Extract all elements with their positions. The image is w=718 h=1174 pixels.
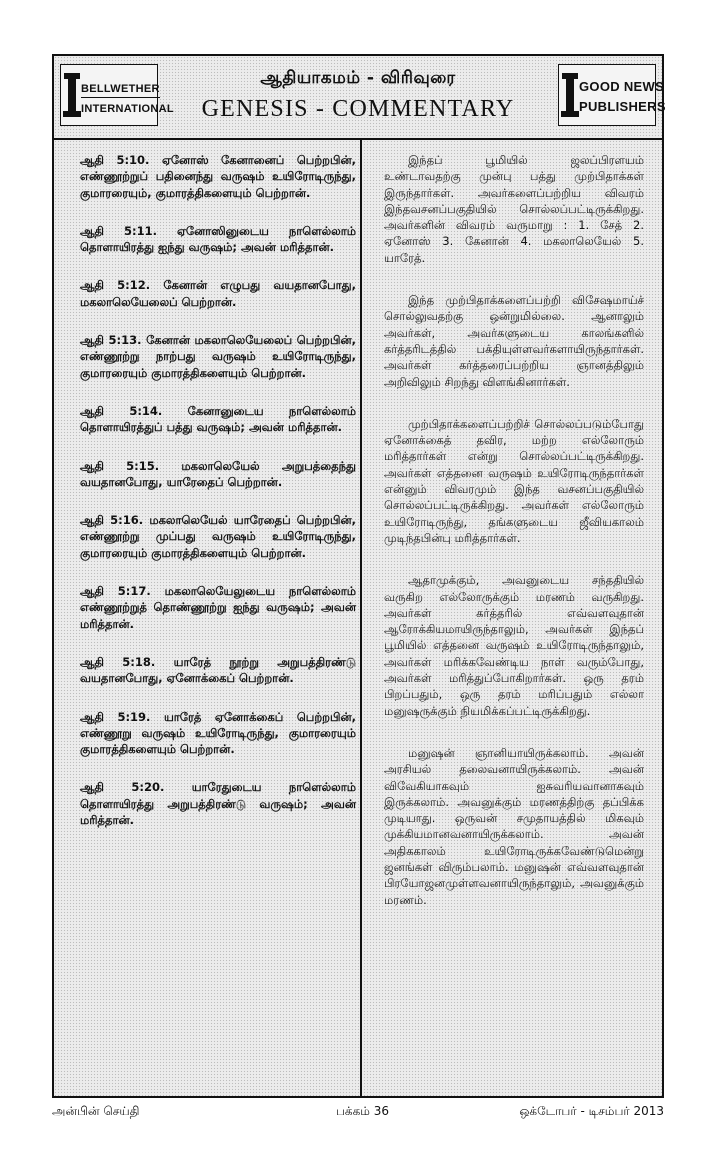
verse-ref: ஆதி 5:13.: [80, 333, 142, 348]
verse: [80, 152, 356, 201]
title-english: GENESIS - COMMENTARY: [201, 96, 515, 122]
commentary-column: [384, 152, 644, 1086]
title-tamil: ஆதியாகமம் - விரிவுரை: [260, 68, 456, 88]
verse-text: ஏனோஸினுடைய நாளெல்லாம் தொளாயிரத்து ஐந்து வருஷம்; அவன் மரித்தான்.: [80, 223, 356, 255]
commentary-paragraph: இந்தப் பூமியில் ஜலப்பிரளயம் உண்டாவதற்கு முன்பு பத்து முற்பிதாக்கள் இருந்தார்கள். அவர்களைப்பற்றிய விவரம் இந்தவசனப்பகுதியில் சொல்லப்பட்டிருக்கிறது. அவர்களின் விவரம் வருமாறு : 1. சேத் 2. ஏனோஸ் 3. கேனான் 4. மகலாலெயேல் 5. யாரேத்.: [384, 153, 644, 265]
verse: [80, 277, 356, 310]
verse: [80, 223, 356, 256]
logo-right-line1: GOOD NEWS: [579, 79, 665, 94]
commentary-paragraph: முற்பிதாக்களைப்பற்றிச் சொல்லப்படும்போது ஏனோக்கைத் தவிர, மற்ற எல்லோரும் மரித்தார்கள் என்று சொல்லப்பட்டிருக்கிறது. அவர்கள் எத்தனை வருஷம் உயிரோடிருந்தார்கள் என்னும் விவரமும் இந்த வசனப்பகுதியில் சொல்லப்பட்டிருக்கிறது. அவர்கள் எல்லோரும் உயிரோடிருந்து, தங்களுடைய ஜீவியகாலம் முடிந்தபின்பு மரித்தார்கள்.: [384, 416, 644, 545]
bellwether-logo: [60, 64, 174, 126]
verse: [80, 779, 356, 828]
page-header: [54, 56, 666, 140]
verse: [80, 403, 356, 436]
verse: [80, 332, 356, 381]
verse-text: மகலாலெயேலுடைய நாளெல்லாம் எண்ணூற்றுத் தொண்ணூற்று ஐந்து வருஷம்; அவன் மரித்தான்.: [80, 584, 356, 631]
verse: [80, 654, 356, 687]
logo-right-line2: PUBLISHERS: [579, 99, 666, 114]
verse-ref: ஆதி 5:20.: [80, 780, 165, 795]
footer-page-number: பக்கம் 36: [336, 1104, 390, 1118]
header-title: [166, 64, 550, 126]
column-divider: [360, 140, 362, 1096]
page-frame: [52, 54, 664, 1098]
verse-ref: ஆதி 5:12.: [80, 278, 151, 293]
verse-text: ஏனோஸ் கேனானைப் பெற்றபின், எண்ணூற்றுப் பதினைந்து வருஷம் உயிரோடிருந்து, குமாரரையும், குமாரத்திகளையும் பெற்றான்.: [80, 153, 356, 200]
footer-issue-date: ஒக்டோபர் - டிசம்பர் 2013: [519, 1104, 664, 1118]
logo-left-line1: BELLWETHER: [81, 83, 160, 98]
verse-ref: ஆதி 5:17.: [80, 584, 151, 599]
verse: [80, 512, 356, 561]
tower-icon: [566, 73, 574, 117]
verse-text: யாரேத் ஏனோக்கைப் பெற்றபின், எண்ணூறு வருஷம் உயிரோடிருந்து, குமாரரையும் குமாரத்திகளையும் பெற்றான்.: [80, 709, 356, 757]
verse-ref: ஆதி 5:14.: [80, 403, 163, 418]
verse-ref: ஆதி 5:15.: [80, 458, 160, 473]
verse-ref: ஆதி 5:11.: [80, 223, 157, 238]
commentary-paragraph: மனுஷன் ஞானியாயிருக்கலாம். அவன் அரசியல் தலைவனாயிருக்கலாம். அவன் விவேகியாகவும் ஐசுவரியவானாகவும் இருக்கலாம். அவனுக்கும் மரணத்திற்கு தப்பிக்க முடியாது. ஒருவன் சமுதாயத்தில் மிகவும் முக்கியமானவனாயிருக்கலாம். அவன் அதிககாலம் உயிரோடிருக்கவேண்டுமென்று ஜனங்கள் விரும்பலாம். மனுஷன் எவ்வளவுதான் பிரயோஜனமுள்ளவனாயிருந்தாலும், அவனுக்கும் மரணம்.: [384, 745, 644, 907]
verse-text: கேனான் எழுபது வயதானபோது, மகலாலெயேலைப் பெற்றான்.: [80, 278, 356, 309]
verse: [80, 709, 356, 758]
verse-text: கேனானுடைய நாளெல்லாம் தொளாயிரத்துப் பத்து வருஷம்; அவன் மரித்தான்.: [80, 403, 356, 435]
verse-ref: ஆதி 5:18.: [80, 654, 156, 669]
tower-icon: [68, 73, 76, 117]
verse-text: மகலாலெயேல் யாரேதைப் பெற்றபின், எண்ணூற்று முப்பது வருஷம் உயிரோடிருந்து, குமாரரையும் குமாரத்திகளையும் பெற்றான்.: [80, 513, 356, 560]
verse-text: யாரேத் நூற்று அறுபத்திரண்டு வயதானபோது, ஏனோக்கைப் பெற்றான்.: [80, 654, 356, 686]
footer-publication: அன்பின் செய்தி: [52, 1104, 140, 1118]
verse: [80, 583, 356, 632]
logo-left-line2: INTERNATIONAL: [81, 103, 174, 115]
verse-text: மகலாலெயேல் அறுபத்தைந்து வயதானபோது, யாரேதைப் பெற்றான்.: [80, 458, 356, 489]
verse-ref: ஆதி 5:16.: [80, 513, 144, 528]
verse-text: கேனான் மகலாலெயேலைப் பெற்றபின், எண்ணூற்று நாற்பது வருஷம் உயிரோடிருந்து, குமாரரையும் குமாரத்திகளையும் பெற்றான்.: [80, 333, 356, 380]
verse-ref: ஆதி 5:19.: [80, 709, 151, 724]
verse-ref: ஆதி 5:10.: [80, 153, 150, 167]
scripture-column: [80, 152, 356, 1086]
commentary-paragraph: ஆதாமுக்கும், அவனுடைய சந்ததியில் வருகிற எல்லோருக்கும் மரணம் வருகிறது. அவர்கள் கர்த்தரில் எவ்வளவுதான் ஆரோக்கியமாயிருந்தாலும், அவர்கள் இந்தப் பூமியில் எத்தனை வருஷம் உயிரோடிருந்தாலும், அவர்கள் மரிக்கவேண்டிய நாள் வரும்போது, அவர்கள் மரித்துப்போகிறார்கள். ஒரு தரம் பிறப்பதும், ஒரு தரம் மரிப்பதும் எல்லா மனுஷருக்கும் நியமிக்கப்பட்டிருக்கிறது.: [384, 573, 644, 718]
page-footer: [52, 1104, 664, 1124]
verse: [80, 458, 356, 491]
commentary-paragraph: இந்த முற்பிதாக்களைப்பற்றி விசேஷமாய்ச் சொல்லுவதற்கு ஒன்றுமில்லை. ஆனாலும் அவர்கள், அவர்களுடைய காலங்களில் கர்த்தரிடத்தில் பக்தியுள்ளவர்களாயிருந்தார்கள். அவர்கள் கர்த்தரைப்பற்றிய ஞானத்திலும் அறிவிலும் சிறந்து விளங்கினார்கள்.: [384, 293, 644, 389]
good-news-logo: [558, 64, 666, 126]
verse-text: யாரேதுடைய நாளெல்லாம் தொளாயிரத்து அறுபத்திரண்டு வருஷம்; அவன் மரித்தான்.: [80, 780, 356, 828]
